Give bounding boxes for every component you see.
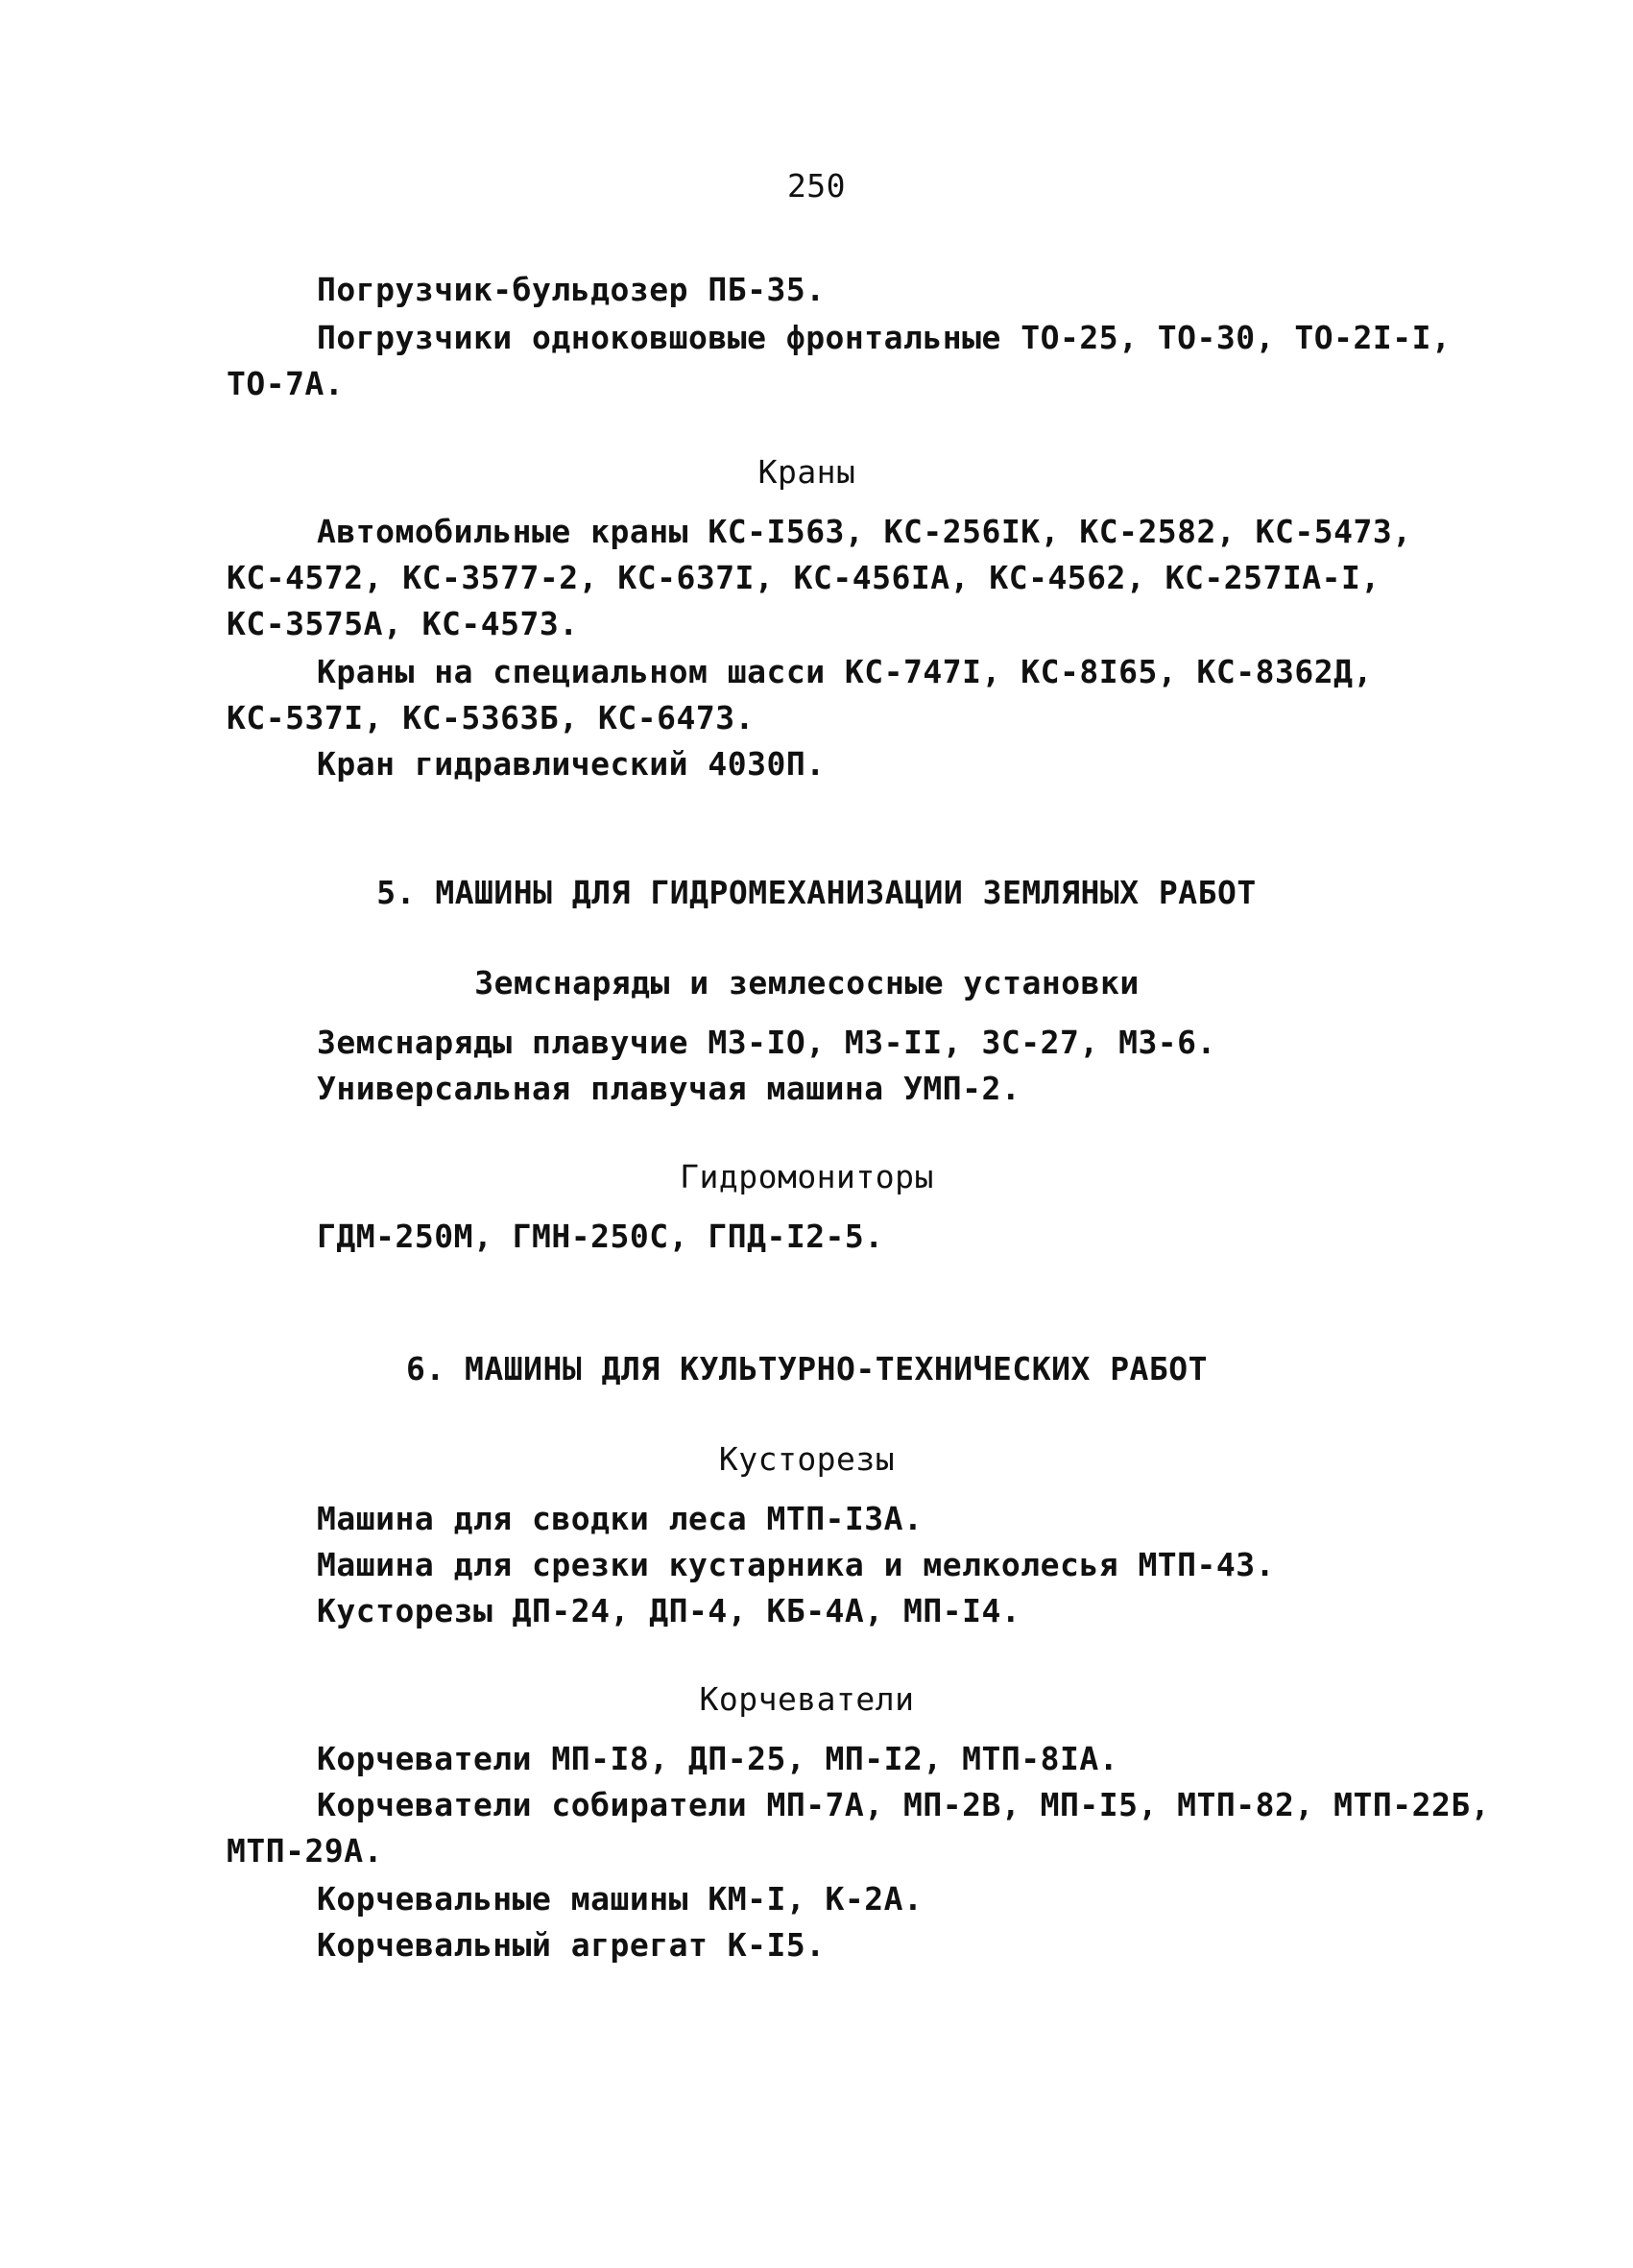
text-line-hydraulic-crane: Кран гидравлический 4030П. <box>317 745 826 783</box>
subheading-monitors: Гидромониторы <box>680 1158 934 1195</box>
text-line-loader-bulldozer: Погрузчик-бульдозер ПБ-35. <box>317 271 826 308</box>
text-line-chassis-cranes-cont: КС-537I, КС-5363Б, КС-6473. <box>227 699 755 736</box>
text-line-stump-collectors-cont: МТП-29А. <box>227 1832 383 1870</box>
text-line-chassis-cranes: Краны на специальном шасси КС-747I, КС-8I65, КС-8362Д, <box>317 653 1373 690</box>
text-line-stump-pullers: Корчеватели МП-I8, ДП-25, МП-I2, МТП-8IА. <box>317 1740 1119 1777</box>
text-line-floating-dredgers: Земснаряды плавучие МЗ-IО, МЗ-II, ЗС-27, МЗ-6. <box>317 1024 1216 1061</box>
text-line-front-loaders-cont: ТО-7А. <box>227 365 345 402</box>
text-line-stump-collectors: Корчеватели собиратели МП-7А, МП-2В, МП-I5, МТП-82, МТП-22Б, <box>317 1786 1491 1823</box>
text-line-brush-cutter-models: Кусторезы ДП-24, ДП-4, КБ-4А, МП-I4. <box>317 1592 1021 1629</box>
text-line-truck-cranes-cont1: КС-4572, КС-3577-2, КС-637I, КС-456IА, КС-4562, КС-257IА-I, <box>227 559 1381 596</box>
text-line-front-loaders: Погрузчики одноковшовые фронтальные ТО-25, ТО-30, ТО-2I-I, <box>317 319 1452 356</box>
subheading-stump-pullers: Корчеватели <box>699 1680 915 1718</box>
text-line-universal-machine: Универсальная плавучая машина УМП-2. <box>317 1070 1021 1107</box>
section-title-6: 6. МАШИНЫ ДЛЯ КУЛЬТУРНО-ТЕХНИЧЕСКИХ РАБОТ <box>405 1350 1209 1387</box>
page-number: 250 <box>786 167 847 205</box>
text-line-shrub-cutting: Машина для срезки кустарника и мелколесья МТП-43. <box>317 1546 1276 1583</box>
text-line-monitor-models: ГДМ-250М, ГМН-250С, ГПД-I2-5. <box>317 1218 884 1255</box>
text-line-truck-cranes-cont2: КС-3575А, КС-4573. <box>227 605 579 642</box>
text-line-truck-cranes: Автомобильные краны КС-I563, КС-256IК, КС-2582, КС-5473, <box>317 513 1412 550</box>
text-line-stump-unit: Корчевальный агрегат К-I5. <box>317 1926 826 1964</box>
subheading-brush-cutters: Кусторезы <box>718 1440 896 1478</box>
subheading-cranes: Краны <box>757 453 856 491</box>
section-title-5: 5. МАШИНЫ ДЛЯ ГИДРОМЕХАНИЗАЦИИ ЗЕМЛЯНЫХ РАБОТ <box>376 874 1257 911</box>
text-line-stump-machines: Корчевальные машины КМ-I, К-2А. <box>317 1880 924 1918</box>
subheading-dredgers: Земснаряды и землесосные установки <box>474 964 1140 1001</box>
text-line-forest-clearing: Машина для сводки леса МТП-I3А. <box>317 1500 924 1537</box>
